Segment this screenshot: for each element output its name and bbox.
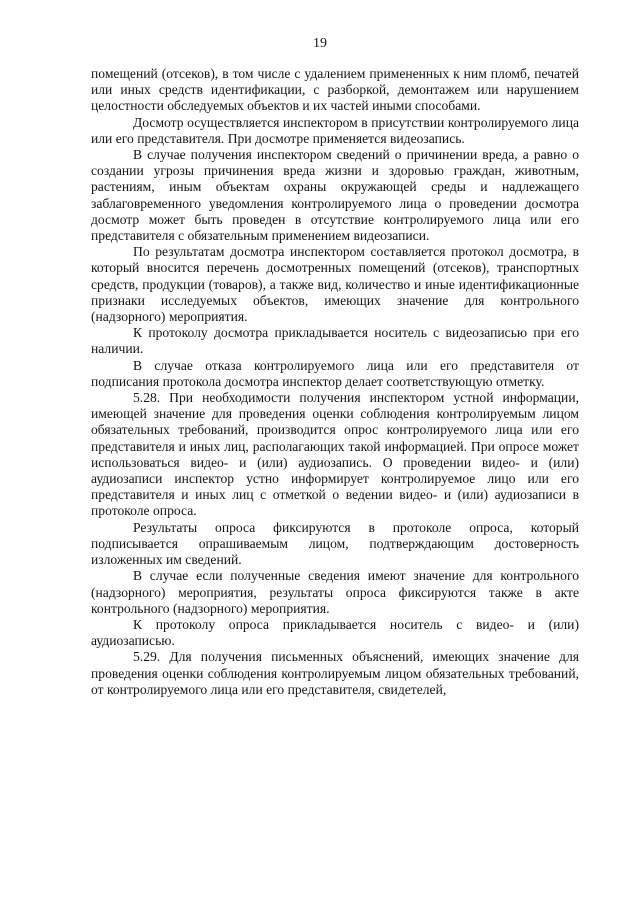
paragraph-inspection-absence: В случае получения инспектором сведений о причинении вреда, а равно о создании угрозы причинения вреда жизни и здоровью граждан, животным, растениям, иным объектам охраны окружающей среды и надлежащего заблаговременного уведомления контролируемого лица о проведении досмотра досмотр может быть проведен в отсутствие контролируемого лица или его представителя с обязательным применением видеозаписи. xyxy=(91,147,579,244)
paragraph-5-29-explanations: 5.29. Для получения письменных объяснений, имеющих значение для проведения оценки соблюдения контролируемым лицом обязательных требований, от контролируемого лица или его представителя, свидетелей, xyxy=(91,649,579,697)
paragraph-inspection-protocol: По результатам досмотра инспектором составляется протокол досмотра, в который вносится перечень досмотренных помещений (отсеков), транспортных средств, продукции (товаров), а также вид, количество и иные идентификационные признаки исследуемых объектов, имеющих значение для контрольного (надзорного) мероприятия. xyxy=(91,244,579,325)
paragraph-video-attachment: К протоколу досмотра прикладывается носитель с видеозаписью при его наличии. xyxy=(91,325,579,357)
page-number: 19 xyxy=(313,36,327,51)
paragraph-refusal-mark: В случае отказа контролируемого лица или его представителя от подписания протокола досмотра инспектор делает соответствующую отметку. xyxy=(91,357,579,389)
paragraph-survey-act: В случае если полученные сведения имеют значение для контрольного (надзорного) мероприятия, результаты опроса фиксируются также в акте контрольного (надзорного) мероприятия. xyxy=(91,568,579,616)
paragraph-5-28-survey: 5.28. При необходимости получения инспектором устной информации, имеющей значение для проведения оценки соблюдения контролируемым лицом обязательных требований, производится опрос контролируемого лица или его представителя и иных лиц, располагающих такой информацией. При опросе может использоваться видео- и (или) аудиозапись. О проведении видео- и (или) аудиозаписи инспектор устно информирует контролируемое лицо или его представителя и иных лиц с отметкой о ведении видео- и (или) аудиозаписи в протоколе опроса. xyxy=(91,390,579,519)
paragraph-inspection-presence: Досмотр осуществляется инспектором в присутствии контролируемого лица или его представителя. При досмотре применяется видеозапись. xyxy=(91,114,579,146)
document-body xyxy=(91,66,579,698)
paragraph-survey-attachment: К протоколу опроса прикладывается носитель с видео- и (или) аудиозаписью. xyxy=(91,616,579,649)
paragraph-survey-results: Результаты опроса фиксируются в протоколе опроса, который подписывается опрашиваемым лицом, подтверждающим достоверность изложенных им сведений. xyxy=(91,519,579,568)
paragraph-continuation: помещений (отсеков), в том числе с удалением примененных к ним пломб, печатей или иных средств идентификации, с разборкой, демонтажем или нарушением целостности обследуемых объектов и их частей иными способами. xyxy=(91,66,579,114)
